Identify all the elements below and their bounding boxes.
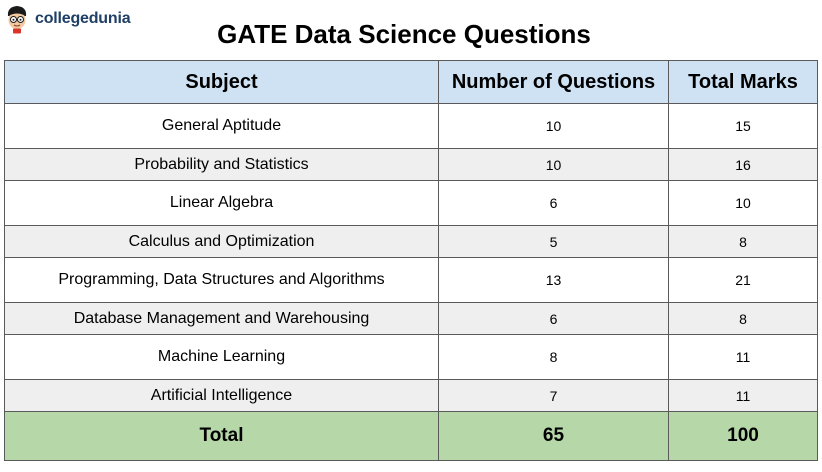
subject-cell: Database Management and Warehousing xyxy=(5,303,439,335)
total-marks: 100 xyxy=(669,412,818,461)
questions-cell: 7 xyxy=(439,380,669,412)
total-questions: 65 xyxy=(439,412,669,461)
marks-cell: 11 xyxy=(669,335,818,380)
subject-cell: General Aptitude xyxy=(5,104,439,149)
table-row xyxy=(5,226,818,258)
questions-cell: 13 xyxy=(439,258,669,303)
questions-cell: 10 xyxy=(439,104,669,149)
table-row xyxy=(5,258,818,303)
marks-cell: 15 xyxy=(669,104,818,149)
table-row xyxy=(5,181,818,226)
marks-cell: 16 xyxy=(669,149,818,181)
marks-cell: 8 xyxy=(669,226,818,258)
marks-cell: 10 xyxy=(669,181,818,226)
subject-cell: Programming, Data Structures and Algorithms xyxy=(5,258,439,303)
questions-cell: 6 xyxy=(439,303,669,335)
subject-cell: Calculus and Optimization xyxy=(5,226,439,258)
header-subject: Subject xyxy=(5,61,439,104)
marks-cell: 8 xyxy=(669,303,818,335)
subject-cell: Machine Learning xyxy=(5,335,439,380)
subject-cell: Artificial Intelligence xyxy=(5,380,439,412)
table-row xyxy=(5,380,818,412)
questions-cell: 5 xyxy=(439,226,669,258)
table-row xyxy=(5,104,818,149)
table-row xyxy=(5,335,818,380)
table-row xyxy=(5,149,818,181)
questions-cell: 8 xyxy=(439,335,669,380)
table-header-row xyxy=(5,61,818,104)
subject-cell: Linear Algebra xyxy=(5,181,439,226)
total-row xyxy=(5,412,818,461)
header-number-of-questions: Number of Questions xyxy=(439,61,669,104)
marks-cell: 11 xyxy=(669,380,818,412)
page-title: GATE Data Science Questions xyxy=(217,19,591,49)
questions-table xyxy=(4,60,818,461)
subject-cell: Probability and Statistics xyxy=(5,149,439,181)
table-row xyxy=(5,303,818,335)
total-label: Total xyxy=(5,412,439,461)
questions-cell: 6 xyxy=(439,181,669,226)
marks-cell: 21 xyxy=(669,258,818,303)
questions-cell: 10 xyxy=(439,149,669,181)
header-total-marks: Total Marks xyxy=(669,61,818,104)
brand-name: collegedunia xyxy=(35,10,131,27)
